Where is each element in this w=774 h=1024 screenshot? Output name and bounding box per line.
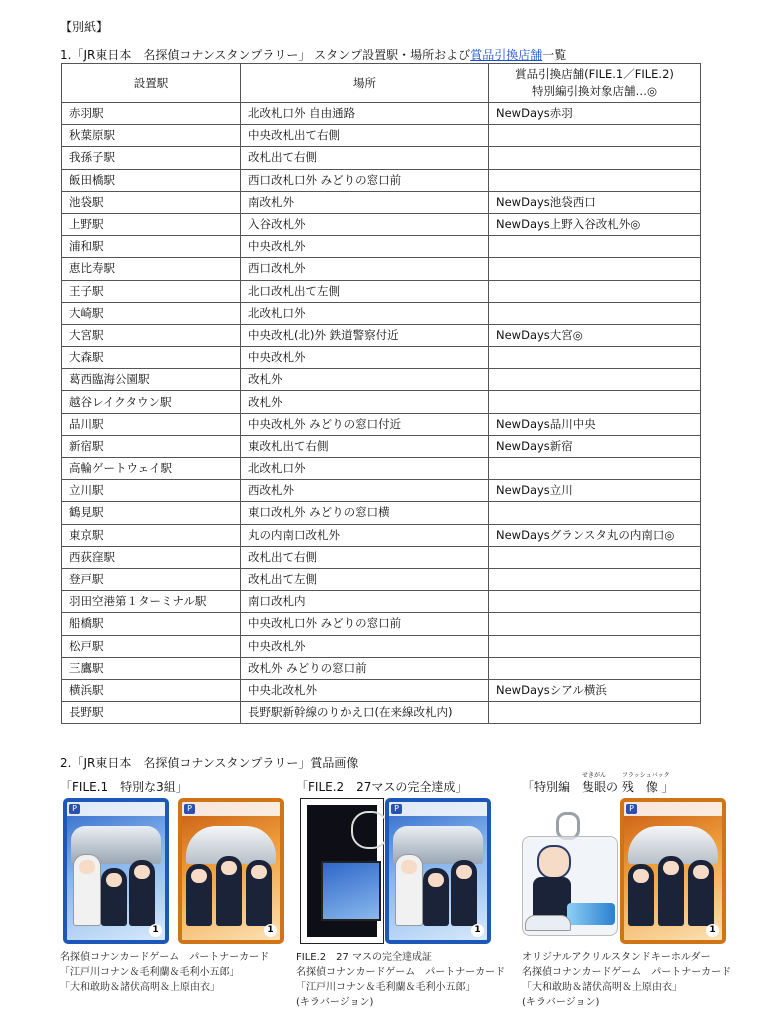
store-cell	[489, 568, 701, 590]
card-badge: P	[184, 804, 195, 814]
table-row	[62, 302, 701, 324]
card-badge: P	[69, 804, 80, 814]
section1-heading-suffix: 一覧	[542, 48, 567, 62]
table-row	[62, 635, 701, 657]
file2-title: 「FILE.2 27マスの完全達成」	[296, 780, 468, 794]
table-row	[62, 213, 701, 235]
station-cell: 越谷レイクタウン駅	[62, 391, 241, 413]
card-badge: P	[626, 804, 637, 814]
caption-line: 「江戸川コナン＆毛利蘭＆毛利小五郎」	[296, 982, 476, 993]
station-cell: 大崎駅	[62, 302, 241, 324]
location-cell: 北改札口外	[241, 302, 489, 324]
character-figure	[101, 868, 127, 926]
station-cell: 西荻窪駅	[62, 546, 241, 568]
station-cell: 立川駅	[62, 480, 241, 502]
character-figure	[186, 864, 212, 926]
card-number: 1	[706, 924, 719, 937]
store-cell	[489, 702, 701, 724]
special-title-prefix: 「特別編	[522, 780, 583, 794]
store-cell	[489, 458, 701, 480]
store-cell: NewDays品川中央	[489, 413, 701, 435]
location-cell: 改札外 みどりの窓口前	[241, 657, 489, 679]
table-row	[62, 324, 701, 346]
location-cell: 中央改札外	[241, 347, 489, 369]
table-row	[62, 413, 701, 435]
section1-heading	[60, 46, 566, 63]
character-figure	[73, 854, 101, 926]
store-cell	[489, 391, 701, 413]
station-cell: 登戸駅	[62, 568, 241, 590]
table-row	[62, 679, 701, 701]
station-cell: 葛西臨海公園駅	[62, 369, 241, 391]
store-cell: NewDays上野入谷改札外◎	[489, 213, 701, 235]
table-row	[62, 169, 701, 191]
station-cell: 赤羽駅	[62, 103, 241, 125]
character-figure	[688, 860, 714, 926]
location-cell: 北改札口外 自由通路	[241, 103, 489, 125]
station-cell: 三鷹駅	[62, 657, 241, 679]
station-cell: 飯田橋駅	[62, 169, 241, 191]
caption-line: 名探偵コナンカードゲーム パートナーカード	[60, 952, 270, 963]
store-cell: NewDays赤羽	[489, 103, 701, 125]
header-store-line1: 賞品引換店舗(FILE.1／FILE.2)	[515, 67, 674, 81]
location-cell: 西口改札外	[241, 258, 489, 280]
character-figure	[246, 860, 272, 926]
special-title-mid: の	[606, 780, 622, 794]
station-cell: 松戸駅	[62, 635, 241, 657]
card-number: 1	[264, 924, 277, 937]
location-cell: 改札出て右側	[241, 546, 489, 568]
station-cell: 鶴見駅	[62, 502, 241, 524]
store-cell: NewDays立川	[489, 480, 701, 502]
file1-title: 「FILE.1 特別な3組」	[60, 780, 188, 794]
station-cell: 我孫子駅	[62, 147, 241, 169]
table-row	[62, 191, 701, 213]
stamp-locations-table	[61, 63, 701, 724]
character-figure	[129, 860, 155, 926]
location-cell: 中央改札口外 みどりの窓口前	[241, 613, 489, 635]
caption-line: 名探偵コナンカードゲーム パートナーカード	[296, 967, 506, 978]
table-row	[62, 524, 701, 546]
special-title-word2	[621, 772, 670, 795]
store-cell	[489, 280, 701, 302]
store-cell: NewDaysグランスタ丸の内南口◎	[489, 524, 701, 546]
store-cell: NewDays池袋西口	[489, 191, 701, 213]
store-cell: NewDays大宮◎	[489, 324, 701, 346]
character-figure	[216, 856, 242, 926]
store-cell	[489, 546, 701, 568]
caption-line: オリジナルアクリルスタンドキーホルダー	[522, 952, 711, 963]
caption-line: FILE.2 27 マスの完全達成証	[296, 952, 433, 963]
table-row	[62, 591, 701, 613]
section1-heading-text: 1.「JR東日本 名探偵コナンスタンプラリー」 スタンプ設置駅・場所および	[60, 48, 471, 62]
location-cell: 改札出て右側	[241, 147, 489, 169]
location-cell: 南改札外	[241, 191, 489, 213]
store-cell	[489, 613, 701, 635]
table-row	[62, 435, 701, 457]
station-cell: 大森駅	[62, 347, 241, 369]
file1-card-conan	[63, 798, 169, 944]
store-cell	[489, 657, 701, 679]
header-store-line2: 特別編引換対象店舗…◎	[531, 84, 658, 98]
store-cell	[489, 236, 701, 258]
character-figure	[423, 868, 449, 926]
station-cell: 池袋駅	[62, 191, 241, 213]
station-cell: 上野駅	[62, 213, 241, 235]
table-row	[62, 391, 701, 413]
special-title	[522, 772, 674, 795]
station-cell: 羽田空港第１ターミナル駅	[62, 591, 241, 613]
location-cell: 東改札出て右側	[241, 435, 489, 457]
location-cell: 中央改札外 みどりの窓口付近	[241, 413, 489, 435]
station-cell: 新宿駅	[62, 435, 241, 457]
location-cell: 中央改札外	[241, 635, 489, 657]
caption-line: (キラバージョン)	[522, 997, 600, 1008]
caption-line: 「江戸川コナン＆毛利蘭＆毛利小五郎」	[60, 967, 240, 978]
store-cell	[489, 635, 701, 657]
file2-caption	[296, 950, 505, 1010]
card-number: 1	[471, 924, 484, 937]
table-row	[62, 613, 701, 635]
prize-stores-link[interactable]: 賞品引換店舗	[470, 48, 543, 62]
location-cell: 中央改札(北)外 鉄道警察付近	[241, 324, 489, 346]
station-cell: 秋葉原駅	[62, 125, 241, 147]
table-row	[62, 347, 701, 369]
table-row	[62, 502, 701, 524]
location-cell: 改札外	[241, 391, 489, 413]
location-cell: 南口改札内	[241, 591, 489, 613]
station-cell: 大宮駅	[62, 324, 241, 346]
character-figure	[628, 864, 654, 926]
store-cell	[489, 302, 701, 324]
location-cell: 長野駅新幹線のりかえ口(在来線改札内)	[241, 702, 489, 724]
station-cell: 横浜駅	[62, 679, 241, 701]
character-figure	[658, 856, 684, 926]
table-row	[62, 458, 701, 480]
location-cell: 中央改札外	[241, 236, 489, 258]
acrylic-stand-keyholder	[522, 836, 618, 936]
table-body	[62, 103, 701, 724]
table-row	[62, 369, 701, 391]
station-cell: 船橋駅	[62, 613, 241, 635]
station-cell: 恵比寿駅	[62, 258, 241, 280]
table-row	[62, 480, 701, 502]
station-cell: 東京駅	[62, 524, 241, 546]
store-cell: NewDaysシアル横浜	[489, 679, 701, 701]
special-card-yamato-kira	[620, 798, 726, 944]
ruby-reading: フラッシュバック	[621, 772, 670, 779]
store-cell: NewDays新宿	[489, 435, 701, 457]
store-cell	[489, 147, 701, 169]
table-row	[62, 568, 701, 590]
caption-line: 「大和敢助＆諸伏高明＆上原由衣」	[522, 982, 682, 993]
store-cell	[489, 125, 701, 147]
store-cell	[489, 258, 701, 280]
table-row	[62, 258, 701, 280]
card-number: 1	[149, 924, 162, 937]
station-cell: 高輪ゲートウェイ駅	[62, 458, 241, 480]
table-row	[62, 125, 701, 147]
card-badge: P	[391, 804, 402, 814]
station-cell: 長野駅	[62, 702, 241, 724]
station-cell: 浦和駅	[62, 236, 241, 258]
location-cell: 中央改札出て右側	[241, 125, 489, 147]
special-title-suffix: 」	[657, 780, 674, 794]
location-cell: 改札出て左側	[241, 568, 489, 590]
location-cell: 北改札口外	[241, 458, 489, 480]
header-station: 設置駅	[62, 64, 241, 103]
table-row	[62, 702, 701, 724]
file1-card-yamato	[178, 798, 284, 944]
location-cell: 丸の内南口改札外	[241, 524, 489, 546]
table-row	[62, 280, 701, 302]
store-cell	[489, 369, 701, 391]
special-title-word1	[582, 772, 607, 795]
station-cell: 王子駅	[62, 280, 241, 302]
table-row	[62, 546, 701, 568]
caption-line: 名探偵コナンカードゲーム パートナーカード	[522, 967, 732, 978]
file2-card-conan-kira	[385, 798, 491, 944]
table-row	[62, 147, 701, 169]
caption-line: 「大和敢助＆諸伏高明＆上原由衣」	[60, 982, 220, 993]
character-figure	[451, 860, 477, 926]
ruby-reading: せきがん	[582, 772, 607, 779]
station-cell: 品川駅	[62, 413, 241, 435]
certificate-seal	[351, 811, 389, 849]
location-cell: 中央北改札外	[241, 679, 489, 701]
header-store	[489, 64, 701, 103]
annex-label: 【別紙】	[60, 20, 109, 34]
file1-caption	[60, 950, 269, 995]
store-cell	[489, 347, 701, 369]
location-cell: 改札外	[241, 369, 489, 391]
store-cell	[489, 502, 701, 524]
certificate-mini-card	[321, 861, 381, 921]
location-cell: 北口改札出て左側	[241, 280, 489, 302]
location-cell: 西改札外	[241, 480, 489, 502]
table-row	[62, 236, 701, 258]
ruby-base: 残 像	[621, 780, 658, 794]
location-cell: 入谷改札外	[241, 213, 489, 235]
location-cell: 西口改札口外 みどりの窓口前	[241, 169, 489, 191]
location-cell: 東口改札外 みどりの窓口横	[241, 502, 489, 524]
ruby-base: 隻眼	[582, 780, 607, 794]
section2-heading: 2.「JR東日本 名探偵コナンスタンプラリー」賞品画像	[60, 756, 359, 770]
caption-line: (キラバージョン)	[296, 997, 374, 1008]
character-figure	[395, 854, 423, 926]
store-cell	[489, 169, 701, 191]
table-header-row	[62, 64, 701, 103]
table-row	[62, 103, 701, 125]
header-location: 場所	[241, 64, 489, 103]
store-cell	[489, 591, 701, 613]
special-caption	[522, 950, 731, 1010]
table-row	[62, 657, 701, 679]
completion-certificate	[300, 798, 384, 944]
